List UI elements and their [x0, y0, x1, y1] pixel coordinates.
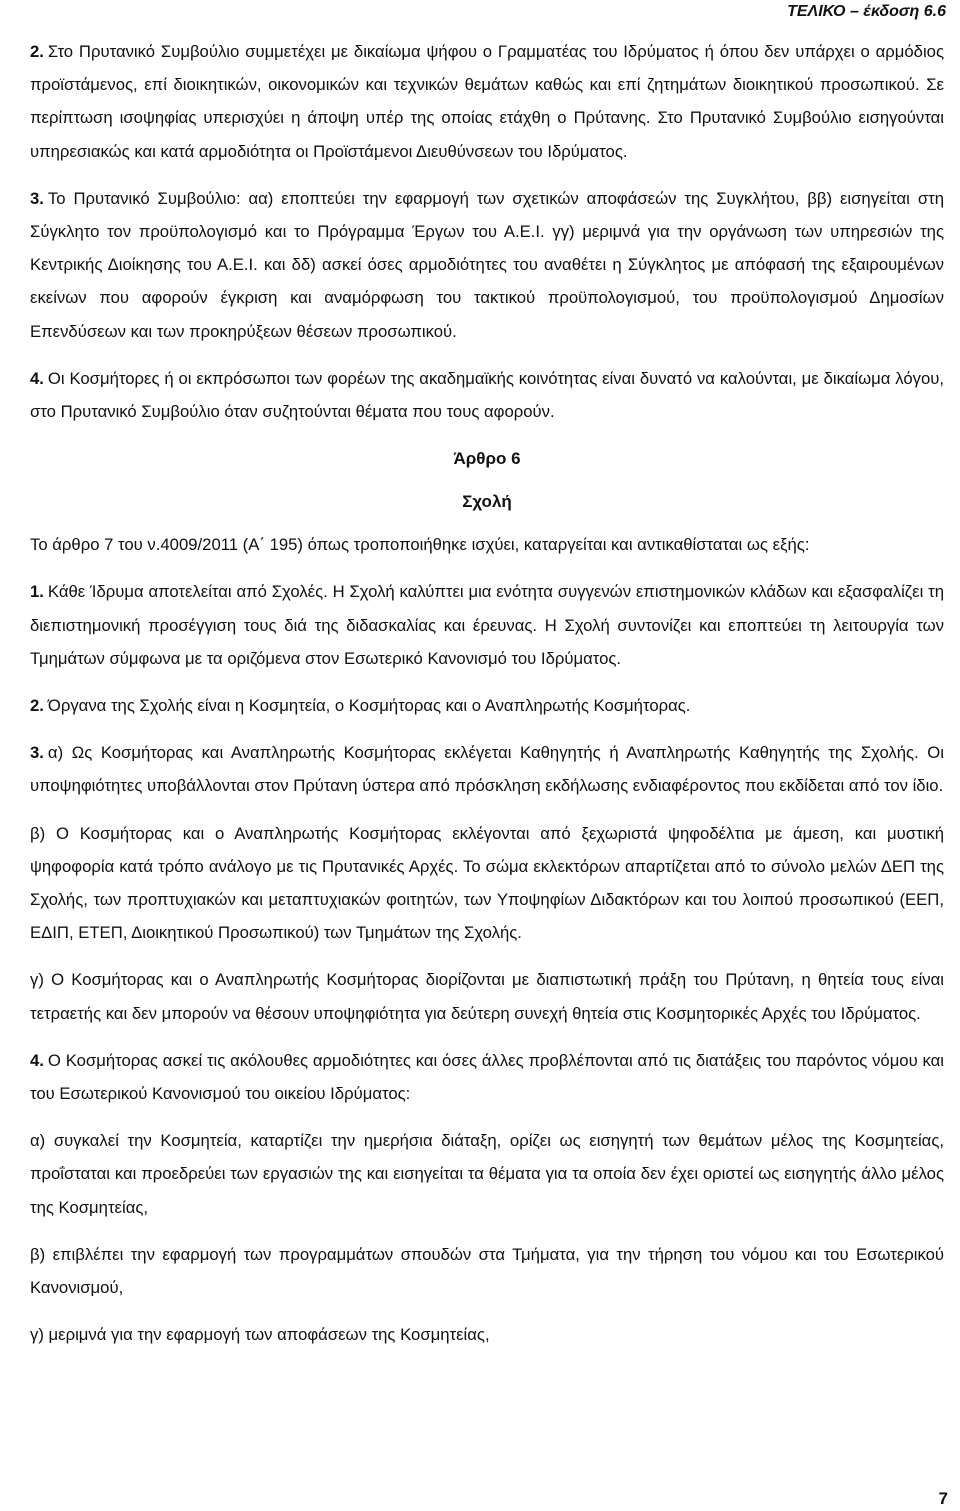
paragraph: [30, 35, 944, 168]
paragraph-text: Το Πρυτανικό Συμβούλιο: αα) εποπτεύει την εφαρμογή των σχετικών αποφάσεών της Συγκλήτου, ββ) εισηγείται στη Σύγκλητο τον προϋπολογισμό και το Πρόγραμμα Έργων του Α.Ε.Ι. γγ) μεριμνά για την οργάνωση των υπηρεσιών της Κεντρικής Διοίκησης του Α.Ε.Ι. και δδ) ασκεί όσες αρμοδιότητες του αναθέτει η Σύγκλητος με απόφασή της εξαιρουμένων εκείνων που αφορούν έγκριση και αναμόρφωση του τακτικού προϋπολογισμού, του προϋπολογισμού Δημοσίων Επενδύσεων και των προκηρύξεων θέσεων προσωπικού.: [30, 188, 944, 341]
paragraph: [30, 817, 944, 950]
paragraph-text: β) Ο Κοσμήτορας και ο Αναπληρωτής Κοσμήτορας εκλέγονται από ξεχωριστά ψηφοδέλτια με άμεση, και μυστική ψηφοφορία κατά τρόπο ανάλογο με τις Πρυτανικές Αρχές. Το σώμα εκλεκτόρων απαρτίζεται από το σύνολο μελών ΔΕΠ της Σχολής, των προπτυχιακών και μεταπτυχιακών φοιτητών, των Υποψηφίων Διδακτόρων και του λοιπού προσωπικού (ΕΕΠ, ΕΔΙΠ, ΕΤΕΠ, Διοικητικού Προσωπικού) των Τμημάτων της Σχολής.: [30, 823, 944, 943]
article-6-paragraphs: [30, 575, 944, 1351]
paragraph-number: 2.: [30, 42, 44, 61]
document-body: [30, 0, 944, 1352]
paragraph-number: 4.: [30, 368, 44, 388]
paragraph-text: Ο Κοσμήτορας ασκεί τις ακόλουθες αρμοδιότητες και όσες άλλες προβλέπονται από τις διατάξεις του παρόντος νόμου και του Εσωτερικού Κανονισμού του οικείου Ιδρύματος:: [30, 1050, 944, 1104]
paragraph-number: 1.: [30, 582, 44, 602]
article-name: Σχολή: [462, 492, 512, 512]
paragraph: [30, 1124, 944, 1224]
paragraph-number: 3.: [30, 188, 44, 208]
paragraph-text: β) επιβλέπει την εφαρμογή των προγραμμάτων σπουδών στα Τμήματα, για την τήρηση του νόμου και του Εσωτερικού Κανονισμού,: [30, 1244, 944, 1298]
paragraph: [30, 362, 944, 428]
article-number-title: Άρθρο 6: [453, 449, 521, 469]
paragraph-text: γ) Ο Κοσμήτορας και ο Αναπληρωτής Κοσμήτορας διορίζονται με διαπιστωτική πράξη του Πρύτανη, η θητεία τους είναι τετραετής και δεν μπορούν να θέσουν υποψηφιότητα για δεύτερη συνεχή θητεία στις Κοσμητορικές Αρχές του Ιδρύματος.: [30, 970, 944, 1023]
page-number: 7: [938, 1489, 948, 1508]
paragraph-text: α) συγκαλεί την Κοσμητεία, καταρτίζει την ημερήσια διάταξη, ορίζει ως εισηγητή των θεμάτων μέλος της Κοσμητείας, προΐσταται και προεδρεύει των εργασιών της και εισηγείται τα θέματα για τα οποία δεν έχει οριστεί ως εισηγητής άλλο μέλος της Κοσμητείας,: [30, 1131, 944, 1217]
paragraph: [30, 736, 944, 802]
paragraph-text: Όργανα της Σχολής είναι η Κοσμητεία, ο Κοσμήτορας και ο Αναπληρωτής Κοσμήτορας.: [47, 696, 691, 716]
paragraph-text: α) Ως Κοσμήτορας και Αναπληρωτής Κοσμήτορας εκλέγεται Καθηγητής ή Αναπληρωτής Καθηγητής της Σχολής. Οι υποψηφιότητες υποβάλλονται στον Πρύτανη ύστερα από πρόσκληση εκδήλωσης ενδιαφέροντος που εκδίδεται από τον ίδιο.: [30, 743, 944, 796]
paragraph-text: Οι Κοσμήτορες ή οι εκπρόσωποι των φορέων της ακαδημαϊκής κοινότητας είναι δυνατό να καλούνται, με δικαίωμα λόγου, στο Πρυτανικό Συμβούλιο όταν συζητούνται θέματα που τους αφορούν.: [30, 368, 944, 422]
paragraph: [30, 575, 944, 675]
paragraph: [30, 963, 944, 1029]
paragraph-number: 2.: [30, 696, 44, 716]
paragraph-text: Στο Πρυτανικό Συμβούλιο συμμετέχει με δικαίωμα ψήφου ο Γραμματέας του Ιδρύματος ή όπου δεν υπάρχει ο αρμόδιος προϊστάμενος, επί διοικητικών, οικονομικών και τεχνικών θεμάτων καθώς και επί ζητημάτων διοικητικού προσωπικού. Σε περίπτωση ισοψηφίας υπερισχύει η άποψη υπέρ της οποίας ετάχθη ο Πρύτανης. Στο Πρυτανικό Συμβούλιο εισηγούνται υπηρεσιακώς και κατά αρμοδιότητα οι Προϊστάμενοι Διευθύνσεων του Ιδρύματος.: [30, 42, 944, 161]
paragraph-text: γ) μεριμνά για την εφαρμογή των αποφάσεων της Κοσμητείας,: [30, 1325, 490, 1345]
article-intro: Το άρθρο 7 του ν.4009/2011 (Α΄ 195) όπως τροποποιήθηκε ισχύει, καταργείται και αντικαθίσταται ως εξής:: [30, 535, 810, 555]
paragraph-number: 4.: [30, 1050, 44, 1070]
paragraph: [30, 1238, 944, 1304]
paragraph-text: Κάθε Ίδρυμα αποτελείται από Σχολές. Η Σχολή καλύπτει μια ενότητα συγγενών επιστημονικών κλάδων και εξασφαλίζει τη διεπιστημονική προσέγγιση τους διά της διδασκαλίας και έρευνας. Η Σχολή συντονίζει και εποπτεύει τη λειτουργία των Τμημάτων σύμφωνα με τα οριζόμενα στον Εσωτερικό Κανονισμό του Ιδρύματος.: [30, 582, 944, 668]
paragraph-number: 3.: [30, 743, 44, 763]
paragraph: [30, 1318, 944, 1351]
paragraph: [30, 689, 944, 722]
article-5-continuation: [30, 35, 944, 428]
paragraph: [30, 182, 944, 348]
version-header: ΤΕΛΙΚΟ – έκδοση 6.6: [787, 3, 946, 20]
paragraph: [30, 1044, 944, 1110]
